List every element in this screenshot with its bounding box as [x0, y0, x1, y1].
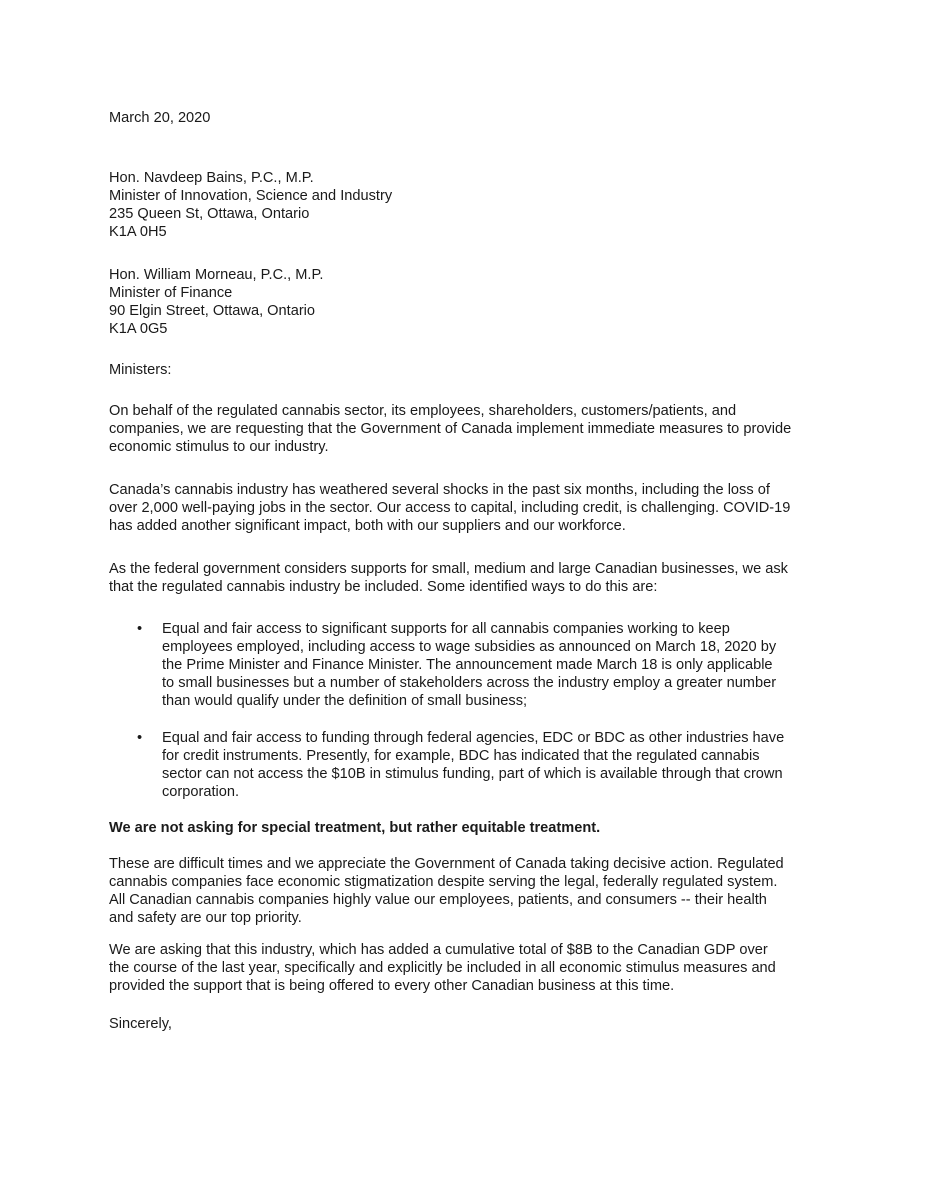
bullet-icon: •	[137, 621, 143, 637]
paragraph-1-line: On behalf of the regulated cannabis sector, its employees, shareholders, customers/patients, and	[109, 403, 737, 419]
letter-date	[109, 109, 829, 127]
paragraph-4	[109, 855, 829, 927]
recipient-1-postal-code: K1A 0H5	[109, 224, 167, 240]
bold-statement-text: We are not asking for special treatment, but rather equitable treatment.	[109, 820, 601, 836]
recipient-block-1	[109, 169, 829, 241]
recipient-1-address: 235 Queen St, Ottawa, Ontario	[109, 206, 310, 222]
recipient-1-name: Hon. Navdeep Bains, P.C., M.P.	[109, 170, 314, 186]
bullet-item-1	[109, 620, 829, 710]
bullet-2-line: for credit instruments. Presently, for example, BDC has indicated that the regulated cannabis	[162, 748, 760, 764]
salutation-text: Ministers:	[109, 362, 172, 378]
date-text: March 20, 2020	[109, 110, 211, 126]
paragraph-4-line: and safety are our top priority.	[109, 910, 302, 926]
recipient-2-name: Hon. William Morneau, P.C., M.P.	[109, 267, 324, 283]
bullet-1-line: to small businesses but a number of stakeholders across the industry employ a greater number	[162, 675, 777, 691]
bullet-1-line: than would qualify under the definition of small business;	[162, 693, 528, 709]
paragraph-5	[109, 941, 829, 995]
recipient-block-2	[109, 266, 829, 338]
paragraph-5-line: provided the support that is being offered to every other Canadian business at this time.	[109, 978, 675, 994]
recipient-2-title: Minister of Finance	[109, 285, 233, 301]
paragraph-3-line: that the regulated cannabis industry be included. Some identified ways to do this are:	[109, 579, 658, 595]
request-bullet-list-2	[109, 729, 829, 801]
closing-text: Sincerely,	[109, 1016, 172, 1032]
paragraph-3-line: As the federal government considers supports for small, medium and large Canadian businesses, we ask	[109, 561, 788, 577]
paragraph-1-line: economic stimulus to our industry.	[109, 439, 329, 455]
paragraph-1	[109, 402, 829, 456]
paragraph-5-line: We are asking that this industry, which has added a cumulative total of $8B to the Canadian GDP over	[109, 942, 768, 958]
bullet-icon: •	[137, 730, 143, 746]
bullet-2-line: corporation.	[162, 784, 240, 800]
closing	[109, 1015, 829, 1033]
bullet-1-line: Equal and fair access to significant supports for all cannabis companies working to keep	[162, 621, 730, 637]
recipient-2-address: 90 Elgin Street, Ottawa, Ontario	[109, 303, 316, 319]
request-bullet-list	[109, 620, 829, 710]
paragraph-4-line: These are difficult times and we appreciate the Government of Canada taking decisive action. Regulated	[109, 856, 784, 872]
paragraph-2-line: over 2,000 well-paying jobs in the sector. Our access to capital, including credit, is challenging. COVID-19	[109, 500, 791, 516]
paragraph-4-line: All Canadian cannabis companies highly value our employees, patients, and consumers -- their health	[109, 892, 767, 908]
paragraph-5-line: the course of the last year, specifically and explicitly be included in all economic stimulus measures and	[109, 960, 776, 976]
paragraph-1-line: companies, we are requesting that the Government of Canada implement immediate measures to provide	[109, 421, 792, 437]
salutation	[109, 361, 829, 379]
paragraph-2-line: has added another significant impact, both with our suppliers and our workforce.	[109, 518, 626, 534]
bullet-2-line: Equal and fair access to funding through federal agencies, EDC or BDC as other industries have	[162, 730, 785, 746]
recipient-2-postal-code: K1A 0G5	[109, 321, 168, 337]
paragraph-3	[109, 560, 829, 596]
paragraph-2	[109, 481, 829, 535]
bullet-2-line: sector can not access the $10B in stimulus funding, part of which is available through that crown	[162, 766, 783, 782]
bullet-item-2	[109, 729, 829, 801]
recipient-1-title: Minister of Innovation, Science and Industry	[109, 188, 393, 204]
bold-statement	[109, 819, 829, 837]
bullet-1-line: the Prime Minister and Finance Minister. The announcement made March 18 is only applicable	[162, 657, 773, 673]
paragraph-2-line: Canada’s cannabis industry has weathered several shocks in the past six months, including the loss of	[109, 482, 770, 498]
bullet-1-line: employees employed, including access to wage subsidies as announced on March 18, 2020 by	[162, 639, 777, 655]
paragraph-4-line: cannabis companies face economic stigmatization despite serving the legal, federally regulated system.	[109, 874, 778, 890]
